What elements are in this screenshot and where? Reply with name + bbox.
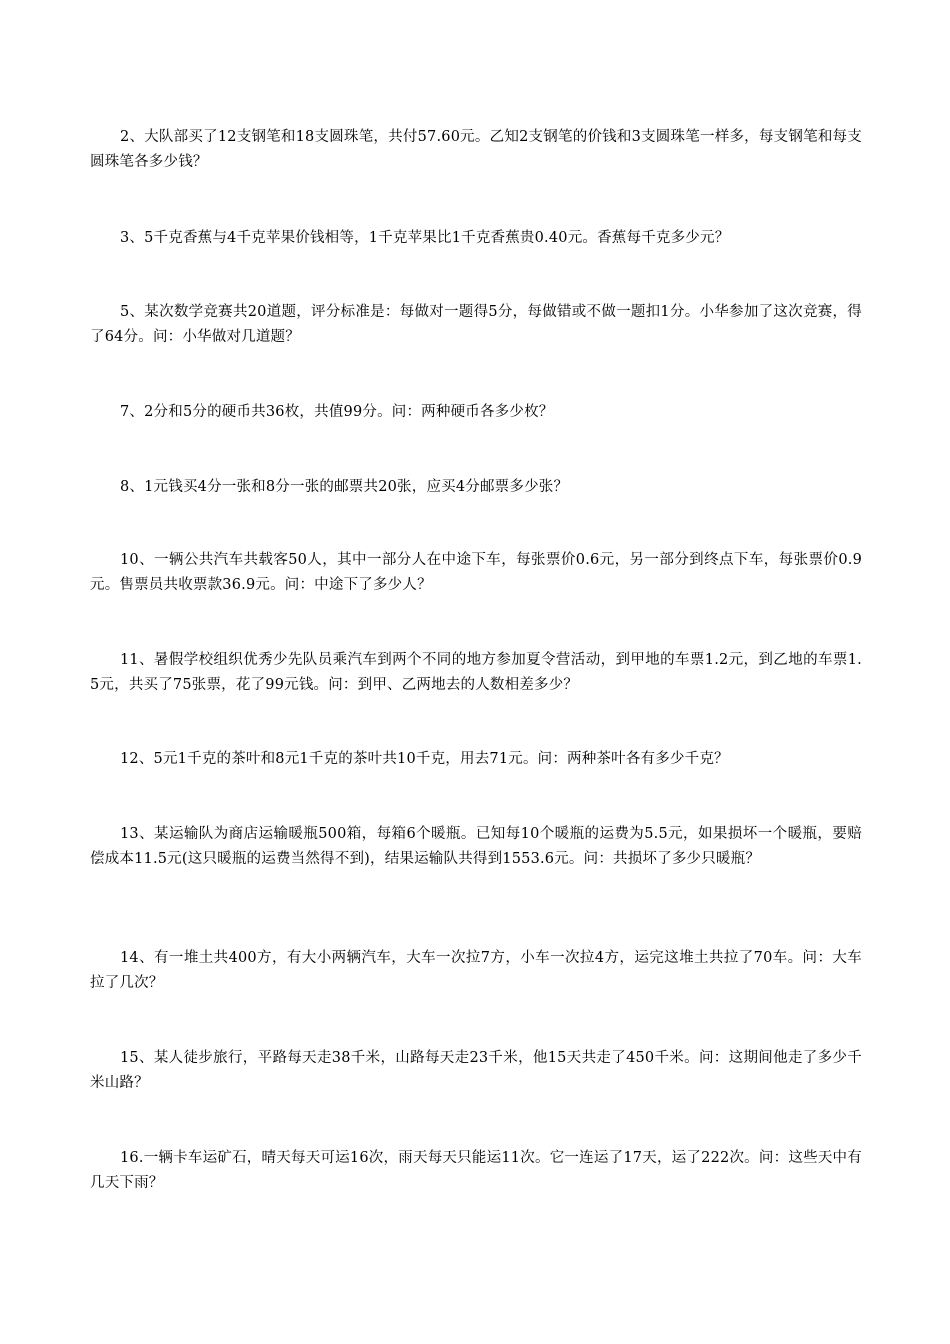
problem-8: 8、1元钱买4分一张和8分一张的邮票共20张，应买4分邮票多少张？	[120, 479, 569, 495]
problem-11: 11、暑假学校组织优秀少先队员乘汽车到两个不同的地方参加夏令营活动，到甲地的车票1.2元，到乙地的车票1.5元，共买了75张票，花了99元钱。问：到甲、乙两地去的人数相差多少？	[90, 652, 862, 693]
problem-16: 16.一辆卡车运矿石，晴天每天可运16次，雨天每天只能运11次。它一连运了17天，运了222次。问：这些天中有几天下雨？	[90, 1150, 862, 1191]
problem-14: 14、有一堆土共400方，有大小两辆汽车，大车一次拉7方，小车一次拉4方，运完这堆土共拉了70车。问：大车拉了几次？	[90, 950, 862, 991]
problem-10: 10、一辆公共汽车共载客50人，其中一部分人在中途下车，每张票价0.6元，另一部分到终点下车，每张票价0.9元。售票员共收票款36.9元。问：中途下了多少人？	[90, 552, 862, 593]
problem-5: 5、某次数学竞赛共20道题，评分标准是：每做对一题得5分，每做错或不做一题扣1分。小华参加了这次竞赛，得了64分。问：小华做对几道题？	[90, 304, 862, 345]
problem-3: 3、5千克香蕉与4千克苹果价钱相等，1千克苹果比1千克香蕉贵0.40元。香蕉每千克多少元？	[120, 230, 730, 246]
problem-15: 15、某人徒步旅行，平路每天走38千米，山路每天走23千米，他15天共走了450千米。问：这期间他走了多少千米山路？	[90, 1050, 862, 1091]
problem-12: 12、5元1千克的茶叶和8元1千克的茶叶共10千克，用去71元。问：两种茶叶各有多少千克？	[120, 751, 729, 767]
problem-13: 13、某运输队为商店运输暖瓶500箱，每箱6个暖瓶。已知每10个暖瓶的运费为5.5元，如果损坏一个暖瓶，要赔偿成本11.5元(这只暖瓶的运费当然得不到)，结果运输队共得到1553.6元。问：共损坏了多少只暖瓶？	[90, 826, 862, 867]
problem-2: 2、大队部买了12支钢笔和18支圆珠笔，共付57.60元。乙知2支钢笔的价钱和3支圆珠笔一样多，每支钢笔和每支圆珠笔各多少钱？	[90, 129, 862, 170]
problem-7: 7、2分和5分的硬币共36枚，共值99分。问：两种硬币各多少枚？	[120, 404, 554, 420]
